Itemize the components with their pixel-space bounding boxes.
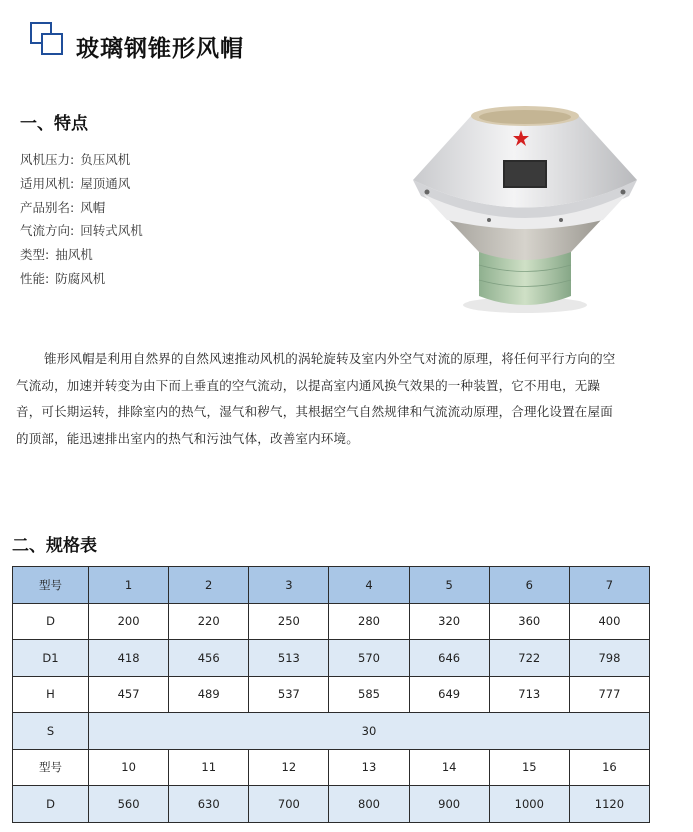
table-cell: 456 — [169, 640, 249, 677]
table-cell: 15 — [489, 749, 569, 786]
feature-row — [20, 176, 143, 200]
table-row — [13, 749, 650, 786]
table-cell: 900 — [409, 786, 489, 823]
table-cell: 6 — [489, 567, 569, 604]
table-cell: 5 — [409, 567, 489, 604]
spec-heading: 二、规格表 — [12, 536, 97, 556]
table-cell: D1 — [13, 640, 89, 677]
features-list — [20, 152, 143, 295]
feature-value: 负压风机 — [80, 152, 131, 167]
table-cell: 14 — [409, 749, 489, 786]
table-cell: 12 — [249, 749, 329, 786]
table-cell: 457 — [89, 676, 169, 713]
table-row — [13, 640, 650, 677]
feature-row — [20, 200, 143, 224]
page-title: 玻璃钢锥形风帽 — [76, 35, 244, 62]
table-cell: 418 — [89, 640, 169, 677]
table-cell: D — [13, 786, 89, 823]
cone-cap-product-image — [405, 100, 645, 315]
feature-value: 防腐风机 — [55, 270, 106, 286]
table-cell: 11 — [169, 749, 249, 786]
table-cell: 7 — [569, 567, 649, 604]
spec-table — [12, 566, 650, 823]
table-cell: 570 — [329, 640, 409, 677]
table-cell: 1000 — [489, 786, 569, 823]
table-cell: 489 — [169, 676, 249, 713]
table-header-row — [13, 567, 650, 604]
table-cell: 560 — [89, 786, 169, 823]
table-cell: 360 — [489, 603, 569, 640]
table-cell: 513 — [249, 640, 329, 677]
feature-value: 回转式风机 — [80, 223, 143, 239]
feature-value: 抽风机 — [55, 247, 93, 263]
feature-row — [20, 271, 143, 295]
table-cell: 4 — [329, 567, 409, 604]
feature-label: 风机压力: — [20, 152, 75, 167]
table-cell: 585 — [329, 676, 409, 713]
feature-label: 类型: — [20, 247, 50, 263]
table-cell: 30 — [89, 713, 650, 750]
features-heading: 一、特点 — [20, 114, 88, 134]
table-cell: 630 — [169, 786, 249, 823]
title-squares-icon — [30, 22, 64, 56]
table-cell: 777 — [569, 676, 649, 713]
table-row — [13, 603, 650, 640]
table-cell: H — [13, 676, 89, 713]
table-cell: 280 — [329, 603, 409, 640]
table-cell: D — [13, 603, 89, 640]
table-cell: 646 — [409, 640, 489, 677]
feature-label: 气流方向: — [20, 223, 75, 239]
table-cell: 400 — [569, 603, 649, 640]
feature-value: 屋顶通风 — [80, 175, 131, 191]
table-cell: 2 — [169, 567, 249, 604]
table-cell: 1120 — [569, 786, 649, 823]
table-cell: 型号 — [13, 567, 89, 604]
table-row — [13, 676, 650, 713]
table-cell: 320 — [409, 603, 489, 640]
table-cell: 3 — [249, 567, 329, 604]
table-cell: 220 — [169, 603, 249, 640]
table-cell: 13 — [329, 749, 409, 786]
table-cell: 649 — [409, 676, 489, 713]
table-cell: 800 — [329, 786, 409, 823]
feature-label: 性能: — [20, 270, 50, 286]
feature-value: 风帽 — [80, 199, 106, 215]
feature-row — [20, 247, 143, 271]
feature-label: 适用风机: — [20, 175, 75, 191]
table-cell: S — [13, 713, 89, 750]
product-description: 锥形风帽是利用自然界的自然风速推动风机的涡轮旋转及室内外空气对流的原理，将任何平行方向的空气流动，加速并转变为由下而上垂直的空气流动，以提高室内通风换气效果的一种装置，它不用电，无躁音，可长期运转，排除室内的热气，湿气和秽气，其根据空气自然规律和气流流动原理，合理化设置在屋面的顶部，能迅速排出室内的热气和污浊气体，改善室内环境。 — [16, 351, 616, 446]
feature-row — [20, 223, 143, 247]
table-row — [13, 786, 650, 823]
table-cell: 537 — [249, 676, 329, 713]
table-cell: 722 — [489, 640, 569, 677]
table-cell: 250 — [249, 603, 329, 640]
table-row — [13, 713, 650, 750]
table-cell: 10 — [89, 749, 169, 786]
table-cell: 798 — [569, 640, 649, 677]
table-cell: 713 — [489, 676, 569, 713]
table-cell: 1 — [89, 567, 169, 604]
table-cell: 16 — [569, 749, 649, 786]
table-cell: 700 — [249, 786, 329, 823]
table-cell: 型号 — [13, 749, 89, 786]
feature-label: 产品别名: — [20, 199, 75, 215]
feature-row — [20, 152, 143, 176]
table-cell: 200 — [89, 603, 169, 640]
